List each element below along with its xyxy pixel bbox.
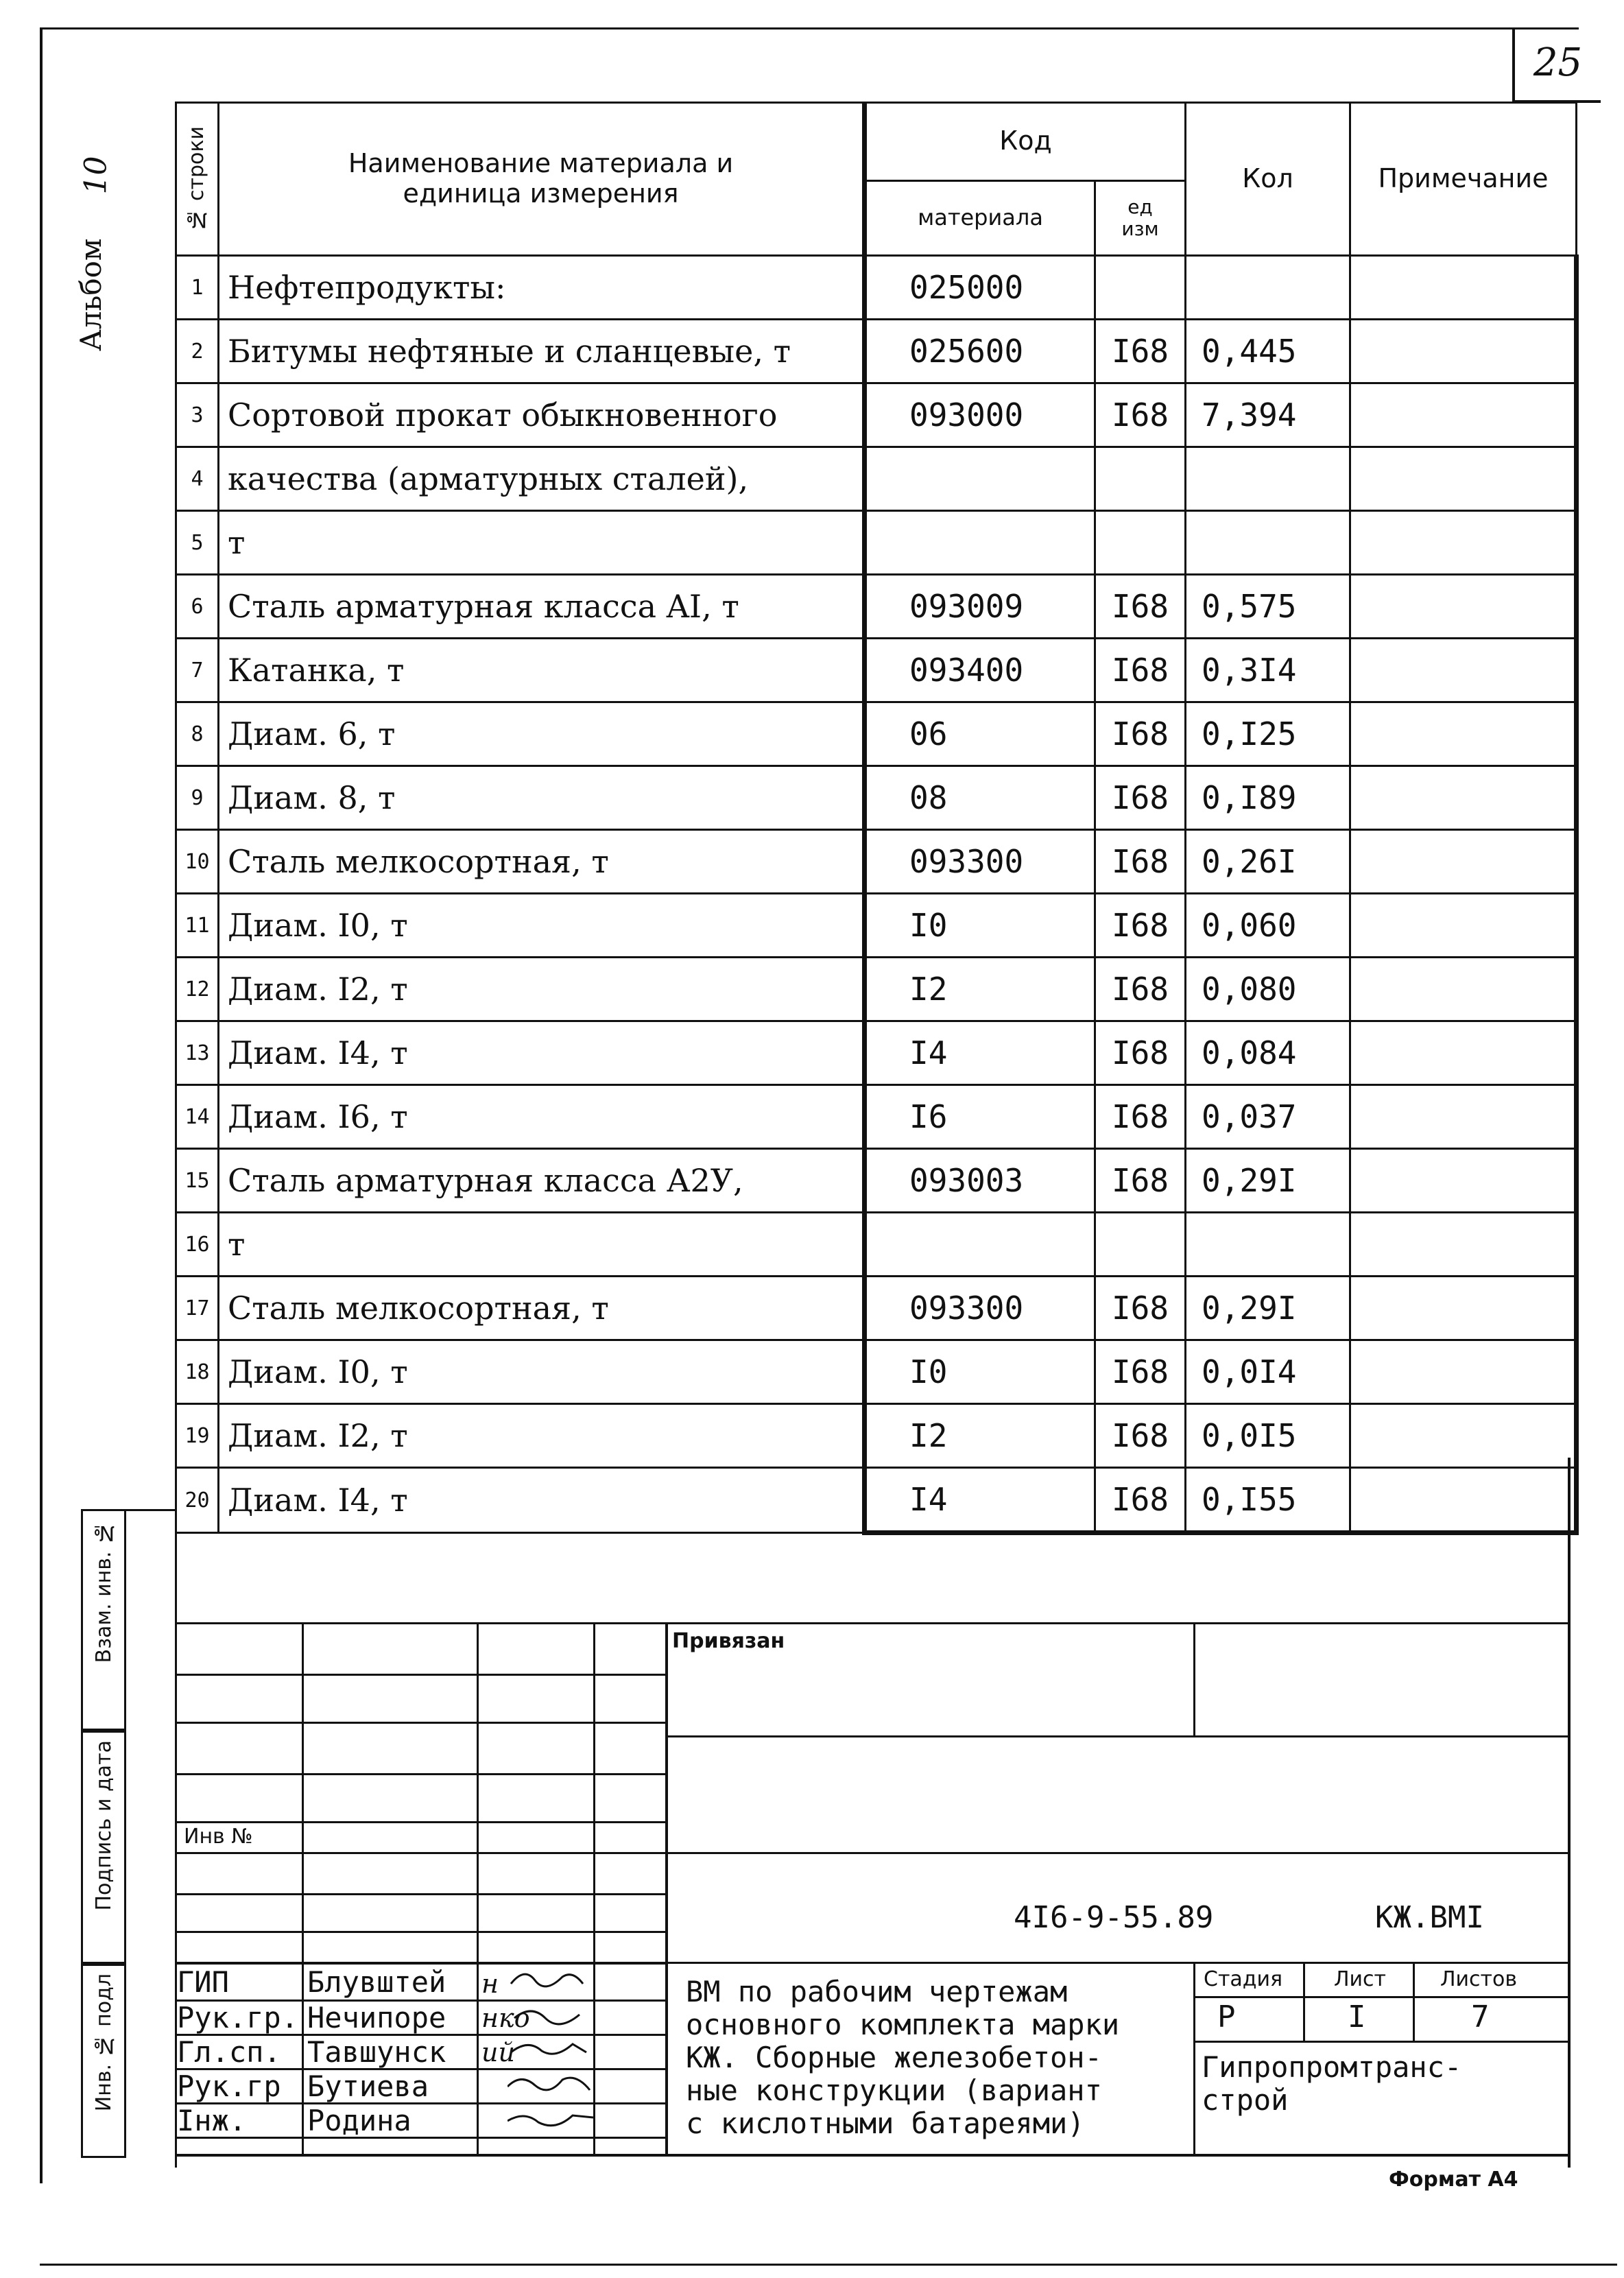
row-unit: I68 xyxy=(1095,1149,1186,1213)
row-qty: 0,29I xyxy=(1186,1149,1350,1213)
staff-name: Блувштей xyxy=(307,1965,446,1999)
row-qty: 0,I25 xyxy=(1186,702,1350,766)
row-unit: I68 xyxy=(1095,702,1186,766)
row-unit: I68 xyxy=(1095,1277,1186,1340)
document-code: 4I6-9-55.89 xyxy=(1014,1900,1214,1935)
bottom-rule xyxy=(40,2264,1617,2266)
page-number: 25 xyxy=(1512,29,1601,103)
tb-line xyxy=(665,1622,668,2154)
row-qty: 0,575 xyxy=(1186,575,1350,639)
row-qty: 7,394 xyxy=(1186,383,1350,447)
row-note xyxy=(1350,1085,1577,1149)
row-unit: I68 xyxy=(1095,894,1186,958)
row-code: 093003 xyxy=(865,1149,1095,1213)
sheets-label: Листов xyxy=(1440,1967,1518,1991)
row-qty: 0,29I xyxy=(1186,1277,1350,1340)
staff-role: Рук.гр. xyxy=(177,2001,299,2034)
stage-label: Стадия xyxy=(1204,1967,1283,1991)
album-label: Альбом xyxy=(74,238,108,352)
row-name: качества (арматурных сталей), xyxy=(219,447,865,511)
tb-line xyxy=(175,1821,665,1823)
format-label: Формат А4 xyxy=(1389,2168,1518,2192)
table-row xyxy=(176,1085,1577,1149)
organization-line: Гипропромтранс- xyxy=(1202,2050,1462,2084)
organization-name xyxy=(1202,2051,1461,2117)
row-code xyxy=(865,1213,1095,1277)
row-note xyxy=(1350,766,1577,830)
row-qty: 0,060 xyxy=(1186,894,1350,958)
tb-line xyxy=(175,1893,665,1895)
album-number: 10 xyxy=(78,156,114,195)
row-note xyxy=(1350,575,1577,639)
row-qty: 0,084 xyxy=(1186,1021,1350,1085)
row-unit: I68 xyxy=(1095,383,1186,447)
row-code: I2 xyxy=(865,1404,1095,1468)
row-note xyxy=(1350,447,1577,511)
row-code: 093000 xyxy=(865,383,1095,447)
tb-line xyxy=(665,1962,1569,1964)
side-stamp-inv-replace: Взам. инв. № xyxy=(81,1509,126,1733)
header-qty: Кол xyxy=(1186,103,1350,256)
row-number: 9 xyxy=(176,766,219,830)
table-row xyxy=(176,511,1577,575)
row-note xyxy=(1350,511,1577,575)
side-stamp-divider xyxy=(122,1509,177,1511)
row-number: 18 xyxy=(176,1340,219,1404)
row-note xyxy=(1350,958,1577,1021)
table-row xyxy=(176,830,1577,894)
row-note xyxy=(1350,639,1577,702)
row-unit xyxy=(1095,1213,1186,1277)
row-code: I6 xyxy=(865,1085,1095,1149)
sheet-label: Лист xyxy=(1334,1967,1387,1991)
table-row xyxy=(176,1149,1577,1213)
row-note xyxy=(1350,320,1577,383)
row-unit: I68 xyxy=(1095,1404,1186,1468)
row-unit: I68 xyxy=(1095,639,1186,702)
row-name: Катанка, т xyxy=(219,639,865,702)
row-number: 6 xyxy=(176,575,219,639)
row-code: I4 xyxy=(865,1468,1095,1533)
row-name: Битумы нефтяные и сланцевые, т xyxy=(219,320,865,383)
row-code: 025600 xyxy=(865,320,1095,383)
row-name: Сталь арматурная класса А2У, xyxy=(219,1149,865,1213)
header-code-unit: ед изм xyxy=(1095,180,1186,255)
content-border-right xyxy=(1568,1458,1571,2168)
row-number: 19 xyxy=(176,1404,219,1468)
tb-line xyxy=(1193,1962,1195,2154)
header-code: Код xyxy=(865,103,1186,181)
row-number: 10 xyxy=(176,830,219,894)
row-qty: 0,080 xyxy=(1186,958,1350,1021)
row-name: Диам. I0, т xyxy=(219,894,865,958)
table-row xyxy=(176,766,1577,830)
row-qty xyxy=(1186,256,1350,320)
tb-line xyxy=(175,1622,1569,1624)
table-row xyxy=(176,1021,1577,1085)
row-code xyxy=(865,447,1095,511)
tb-line xyxy=(175,1931,665,1933)
row-name: Сталь мелкосортная, т xyxy=(219,1277,865,1340)
row-number: 2 xyxy=(176,320,219,383)
row-qty xyxy=(1186,511,1350,575)
tb-line xyxy=(477,1622,479,2154)
staff-name: Тавшунск xyxy=(307,2035,446,2069)
row-note xyxy=(1350,1213,1577,1277)
tb-line xyxy=(665,1735,1569,1737)
row-qty: 0,3I4 xyxy=(1186,639,1350,702)
row-code: I0 xyxy=(865,894,1095,958)
row-code: 093300 xyxy=(865,830,1095,894)
row-number: 7 xyxy=(176,639,219,702)
tb-line xyxy=(665,1852,1569,1854)
row-name: т xyxy=(219,1213,865,1277)
row-note xyxy=(1350,1404,1577,1468)
row-name: Диам. I2, т xyxy=(219,1404,865,1468)
row-code: 08 xyxy=(865,766,1095,830)
row-number: 12 xyxy=(176,958,219,1021)
table-row xyxy=(176,575,1577,639)
header-row-no: № строки xyxy=(176,103,219,256)
staff-name: Родина xyxy=(307,2104,411,2137)
row-name: т xyxy=(219,511,865,575)
row-unit: I68 xyxy=(1095,1021,1186,1085)
row-unit: I68 xyxy=(1095,1468,1186,1533)
row-note xyxy=(1350,256,1577,320)
description-line: КЖ. Сборные железобетон- xyxy=(686,2041,1102,2074)
table-row xyxy=(176,702,1577,766)
description-line: с кислотными батареями) xyxy=(686,2107,1085,2140)
row-name: Сталь мелкосортная, т xyxy=(219,830,865,894)
row-unit: I68 xyxy=(1095,575,1186,639)
row-qty: 0,I55 xyxy=(1186,1468,1350,1533)
row-qty: 0,445 xyxy=(1186,320,1350,383)
row-unit: I68 xyxy=(1095,958,1186,1021)
row-note xyxy=(1350,383,1577,447)
tb-line xyxy=(1413,1962,1415,2041)
row-note xyxy=(1350,1277,1577,1340)
row-note xyxy=(1350,1021,1577,1085)
table-row xyxy=(176,894,1577,958)
row-unit: I68 xyxy=(1095,1340,1186,1404)
table-row xyxy=(176,1468,1577,1533)
staff-role: Рук.гр xyxy=(177,2069,281,2103)
tb-line xyxy=(1193,2041,1569,2043)
row-name: Нефтепродукты: xyxy=(219,256,865,320)
tb-line xyxy=(175,1722,665,1724)
row-name: Диам. I4, т xyxy=(219,1021,865,1085)
sheet-value: I xyxy=(1348,2000,1366,2034)
header-note: Примечание xyxy=(1350,103,1577,256)
row-number: 1 xyxy=(176,256,219,320)
row-number: 17 xyxy=(176,1277,219,1340)
row-number: 8 xyxy=(176,702,219,766)
tb-line xyxy=(1193,1996,1569,1998)
table-row xyxy=(176,1277,1577,1340)
row-qty: 0,I89 xyxy=(1186,766,1350,830)
row-qty: 0,037 xyxy=(1186,1085,1350,1149)
organization-line: строй xyxy=(1202,2083,1289,2117)
row-name: Диам. I2, т xyxy=(219,958,865,1021)
header-code-material: материала xyxy=(865,180,1095,255)
document-mark: КЖ.ВМI xyxy=(1375,1900,1484,1935)
row-name: Диам. I0, т xyxy=(219,1340,865,1404)
row-code: I2 xyxy=(865,958,1095,1021)
staff-signature: нко xyxy=(481,2003,530,2033)
materials-table xyxy=(175,102,1579,1535)
row-note xyxy=(1350,1340,1577,1404)
row-unit: I68 xyxy=(1095,320,1186,383)
row-code: 093009 xyxy=(865,575,1095,639)
staff-signature: н xyxy=(481,1969,499,1999)
row-number: 3 xyxy=(176,383,219,447)
tb-line xyxy=(175,2154,1569,2157)
tb-line xyxy=(1193,1622,1195,1735)
staff-role: Гл.сп. xyxy=(177,2035,281,2069)
tb-line xyxy=(175,1852,665,1854)
table-row xyxy=(176,447,1577,511)
table-row xyxy=(176,256,1577,320)
row-number: 13 xyxy=(176,1021,219,1085)
table-row xyxy=(176,1340,1577,1404)
row-number: 15 xyxy=(176,1149,219,1213)
row-code: I0 xyxy=(865,1340,1095,1404)
row-name: Сталь арматурная класса AI, т xyxy=(219,575,865,639)
row-code: 093400 xyxy=(865,639,1095,702)
row-number: 4 xyxy=(176,447,219,511)
row-note xyxy=(1350,1468,1577,1533)
tb-line xyxy=(175,1674,665,1676)
description-line: основного комплекта марки xyxy=(686,2008,1120,2041)
row-number: 16 xyxy=(176,1213,219,1277)
handwritten-signatures xyxy=(508,1963,597,2141)
row-name: Диам. 8, т xyxy=(219,766,865,830)
row-name: Сортовой прокат обыкновенного xyxy=(219,383,865,447)
row-name: Диам. I6, т xyxy=(219,1085,865,1149)
table-row xyxy=(176,958,1577,1021)
row-number: 14 xyxy=(176,1085,219,1149)
stage-value: Р xyxy=(1217,2000,1236,2034)
table-row xyxy=(176,639,1577,702)
row-name: Диам. 6, т xyxy=(219,702,865,766)
row-unit xyxy=(1095,447,1186,511)
side-stamp-inv-orig: Инв. № подл xyxy=(81,1962,126,2158)
staff-role: Інж. xyxy=(177,2104,247,2137)
row-unit xyxy=(1095,256,1186,320)
linked-label: Привязан xyxy=(672,1629,785,1653)
row-qty: 0,0I4 xyxy=(1186,1340,1350,1404)
staff-signature: ий xyxy=(481,2037,515,2067)
row-code: 06 xyxy=(865,702,1095,766)
tb-line xyxy=(1303,1962,1305,2041)
row-note xyxy=(1350,830,1577,894)
row-note xyxy=(1350,894,1577,958)
row-note xyxy=(1350,1149,1577,1213)
row-number: 20 xyxy=(176,1468,219,1533)
row-code xyxy=(865,511,1095,575)
row-code: 093300 xyxy=(865,1277,1095,1340)
tb-line xyxy=(175,1773,665,1775)
row-number: 5 xyxy=(176,511,219,575)
description-line: ВМ по рабочим чертежам xyxy=(686,1975,1068,2008)
row-unit xyxy=(1095,511,1186,575)
row-unit: I68 xyxy=(1095,1085,1186,1149)
row-unit: I68 xyxy=(1095,766,1186,830)
table-row xyxy=(176,1404,1577,1468)
staff-name: Бутиева xyxy=(307,2069,429,2103)
row-qty: 0,0I5 xyxy=(1186,1404,1350,1468)
table-row xyxy=(176,1213,1577,1277)
description-line: ные конструкции (вариант xyxy=(686,2074,1102,2107)
tb-line xyxy=(302,1622,304,2154)
staff-name: Нечипоре xyxy=(307,2001,446,2034)
row-code: I4 xyxy=(865,1021,1095,1085)
table-row xyxy=(176,383,1577,447)
drawing-description xyxy=(686,1976,1119,2140)
row-name: Диам. I4, т xyxy=(219,1468,865,1533)
row-qty: 0,26I xyxy=(1186,830,1350,894)
row-qty xyxy=(1186,447,1350,511)
row-code: 025000 xyxy=(865,256,1095,320)
side-stamp-sign-date: Подпись и дата xyxy=(81,1729,126,1966)
inv-no-label: Инв № xyxy=(184,1825,253,1849)
staff-role: ГИП xyxy=(177,1965,229,1999)
header-name: Наименование материала и единица измерения xyxy=(219,103,865,256)
sheets-value: 7 xyxy=(1471,2000,1490,2034)
row-number: 11 xyxy=(176,894,219,958)
row-qty xyxy=(1186,1213,1350,1277)
row-unit: I68 xyxy=(1095,830,1186,894)
row-note xyxy=(1350,702,1577,766)
table-row xyxy=(176,320,1577,383)
